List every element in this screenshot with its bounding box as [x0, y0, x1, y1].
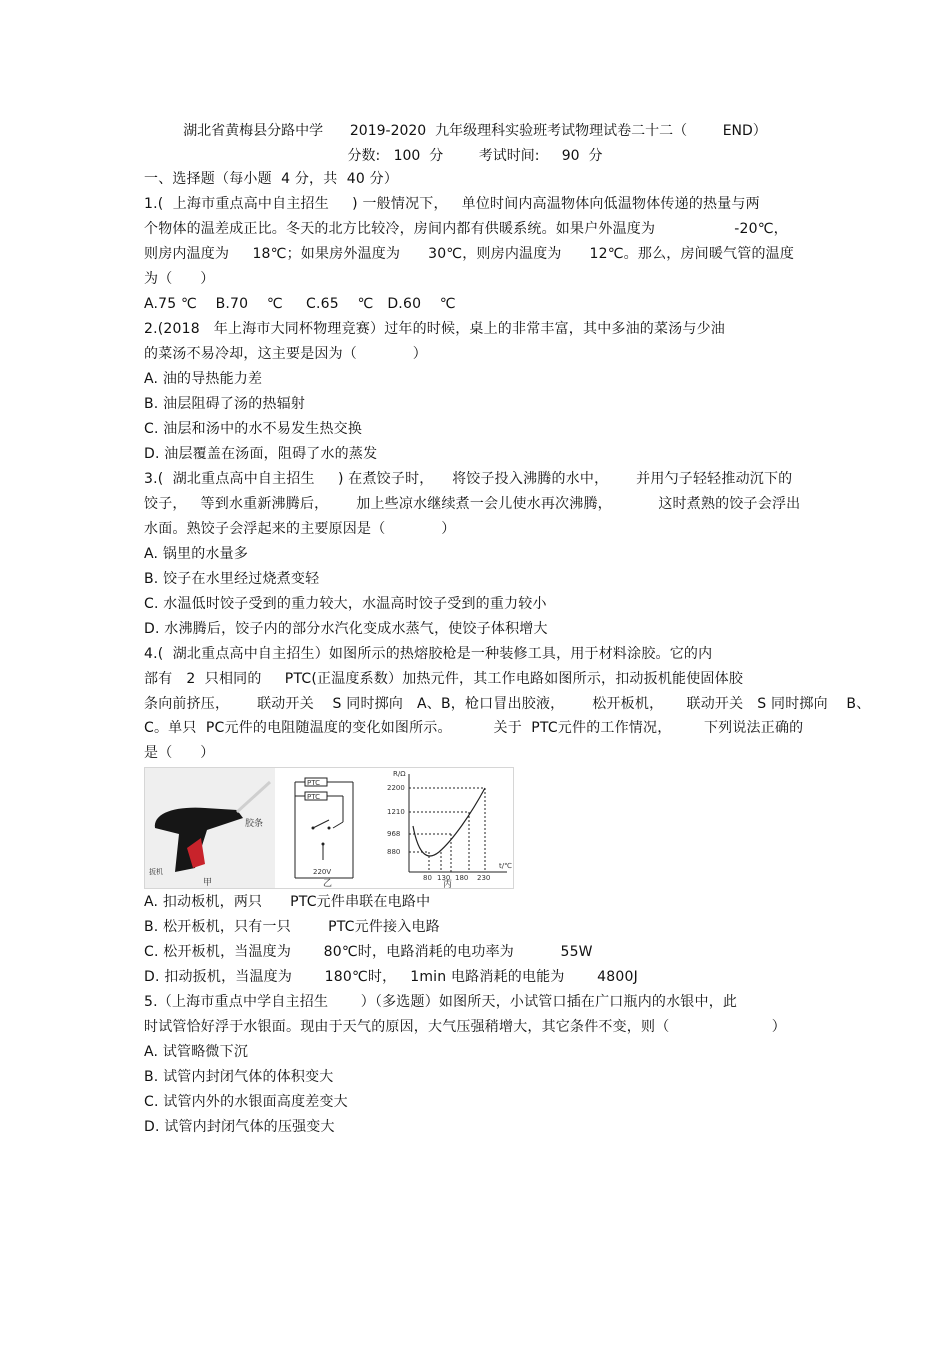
glue-gun-image: [145, 768, 275, 888]
q3-line-2: 饺子， 等到水重新沸腾后， 加上些凉水继续煮一会儿使水再次沸腾， 这时煮熟的饺子会浮出: [144, 496, 801, 512]
circuit-voltage: 220V: [313, 868, 332, 876]
q4-option-c: C. 松开板机，当温度为 80℃时，电路消耗的电功率为 55W: [144, 944, 593, 960]
exam-meta: 分数: 100 分 考试时间: 90 分: [347, 148, 603, 164]
q1-line-1: 1.( 上海市重点高中自主招生 ) 一般情况下， 单位时间内高温物体向低温物体传递的热量与两: [144, 196, 760, 212]
q4-option-d: D. 扣动扳机，当温度为 180℃时， 1min 电路消耗的电能为 4800J: [144, 969, 638, 985]
q5-line-2: 时试管恰好浮于水银面。现由于天气的原因，大气压强稍增大，其它条件不变，则（ ）: [144, 1019, 786, 1035]
gun-caption: 甲: [203, 878, 213, 888]
q2-line-1: 2.(2018 年上海市大同杯物理竞赛）过年的时候，桌上的非常丰富，其中多油的菜汤与少油: [144, 321, 725, 337]
q1-line-3: 则房内温度为 18℃；如果房外温度为 30℃，则房内温度为 12℃。那么，房间暖气管的温度: [144, 246, 795, 262]
circuit-caption: 乙: [323, 879, 333, 888]
exam-title: 湖北省黄梅县分路中学 2019-2020 九年级理科实验班考试物理试卷二十二（ END）: [183, 123, 767, 139]
q5-option-a: A. 试管略微下沉: [144, 1044, 249, 1060]
gun-glue-label: 胶条: [245, 819, 264, 829]
q3-line-3: 水面。熟饺子会浮起来的主要原因是（ ）: [144, 521, 456, 537]
graph-ylabel: R/Ω: [393, 770, 406, 778]
circuit-ptc-2: PTC: [307, 793, 320, 801]
q3-option-c: C. 水温低时饺子受到的重力较大，水温高时饺子受到的重力较小: [144, 596, 547, 612]
q5-option-c: C. 试管内外的水银面高度差变大: [144, 1094, 348, 1110]
graph-ytick: 2200: [387, 784, 405, 792]
circuit-diagram: [283, 768, 375, 888]
graph-xtick: 230: [477, 874, 491, 882]
q1-line-2: 个物体的温差成正比。冬天的北方比较冷，房间内都有供暖系统。如果户外温度为 -20℃，: [144, 221, 788, 237]
q4-figure: [144, 767, 514, 889]
q2-option-c: C. 油层和汤中的水不易发生热交换: [144, 421, 363, 437]
graph-caption: 丙: [443, 880, 453, 888]
q3-line-1: 3.( 湖北重点高中自主招生 ) 在煮饺子时， 将饺子投入沸腾的水中， 并用勺子轻轻推动沉下的: [144, 471, 793, 487]
q3-option-b: B. 饺子在水里经过烧煮变轻: [144, 571, 320, 587]
q2-line-2: 的菜汤不易冷却，这主要是因为（ ）: [144, 346, 428, 362]
q5-option-b: B. 试管内封闭气体的体积变大: [144, 1069, 334, 1085]
q1-options: A.75 ℃ B.70 ℃ C.65 ℃ D.60 ℃: [144, 296, 456, 312]
q5-option-d: D. 试管内封闭气体的压强变大: [144, 1119, 335, 1135]
q4-line-4: C。单只 PC元件的电阻随温度的变化如图所示。 关于 PTC元件的工作情况， 下列说法正确的: [144, 720, 804, 736]
q2-option-b: B. 油层阻碍了汤的热辐射: [144, 396, 306, 412]
gun-trigger-label: 扳机: [149, 868, 163, 876]
resistance-graph: [381, 768, 513, 888]
section-heading: 一、选择题（每小题 4 分，共 40 分）: [144, 171, 399, 187]
q1-line-4: 为（ ）: [144, 271, 215, 287]
q4-line-5: 是（ ）: [144, 745, 215, 761]
q3-option-d: D. 水沸腾后，饺子内的部分水汽化变成水蒸气，使饺子体积增大: [144, 621, 548, 637]
q4-line-1: 4.( 湖北重点高中自主招生）如图所示的热熔胶枪是一种装修工具，用于材料涂胶。它的内: [144, 646, 713, 662]
q4-option-a: A. 扣动板机，两只 PTC元件串联在电路中: [144, 894, 431, 910]
q4-line-2: 部有 2 只相同的 PTC(正温度系数）加热元件，其工作电路如图所示，扣动扳机能使固体胶: [144, 671, 744, 687]
graph-xtick: 180: [455, 874, 469, 882]
q5-line-1: 5.（上海市重点中学自主招生 ）（多选题）如图所天，小试管口插在广口瓶内的水银中，此: [144, 994, 738, 1010]
q3-option-a: A. 锅里的水量多: [144, 546, 249, 562]
graph-xlabel: t/℃: [499, 862, 512, 870]
circuit-ptc-1: PTC: [307, 779, 320, 787]
graph-ytick: 880: [387, 848, 401, 856]
graph-xtick: 80: [423, 874, 432, 882]
q2-option-a: A. 油的导热能力差: [144, 371, 263, 387]
q4-option-b: B. 松开板机，只有一只 PTC元件接入电路: [144, 919, 440, 935]
q4-line-3: 条向前挤压， 联动开关 S 同时掷向 A、B，枪口冒出胶液， 松开板机， 联动开关 S 同时掷向 B、: [144, 696, 871, 712]
q2-option-d: D. 油层覆盖在汤面，阻碍了水的蒸发: [144, 446, 378, 462]
graph-xtick: 130: [437, 874, 451, 882]
graph-ytick: 1210: [387, 808, 405, 816]
graph-ytick: 968: [387, 830, 401, 838]
